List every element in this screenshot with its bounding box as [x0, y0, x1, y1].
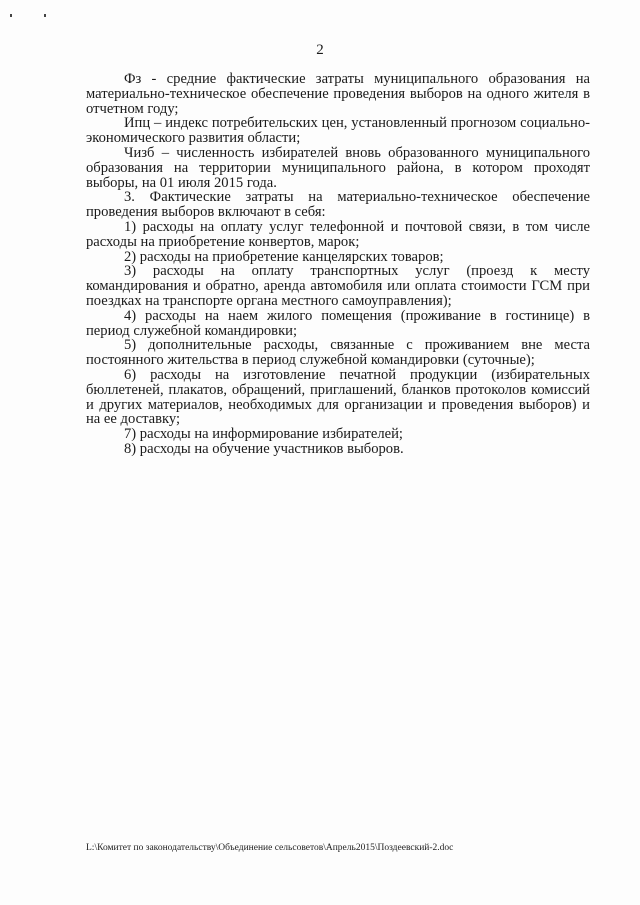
scan-mark [44, 14, 46, 17]
footer-file-path: L:\Комитет по законодательству\Объединение сельсоветов\Апрель2015\Поздеевский-2.doc [86, 843, 454, 853]
paragraph-section-3: 3. Фактические затраты на материально-техническое обеспечение проведения выборов включают в себя: [86, 189, 590, 221]
page-number: 2 [316, 42, 324, 58]
paragraph-chizb: Чизб – численность избирателей вновь образованного муниципального образования на территории муниципального района, в котором проходят выборы, на 01 июля 2015 года. [86, 144, 590, 191]
list-item-6: 6) расходы на изготовление печатной продукции (избирательных бюллетеней, плакатов, обращений, приглашений, бланков протоколов комиссий и других материалов, необходимых для организации и проведения выборов) и на ее доставку; [86, 366, 590, 428]
list-item-7: 7) расходы на информирование избирателей; [124, 426, 403, 443]
list-item-4: 4) расходы на наем жилого помещения (проживание в гостинице) в период служебной командировки; [86, 307, 590, 339]
paragraph-fz: Фз - средние фактические затраты муниципального образования на материально-техническое обеспечение проведения выборов на одного жителя в отчетном году; [86, 71, 590, 117]
scan-mark [10, 14, 12, 17]
list-item-2: 2) расходы на приобретение канцелярских товаров; [124, 248, 444, 265]
paragraph-ipc: Ипц – индекс потребительских цен, установленный прогнозом социально-экономического развития области; [86, 115, 590, 147]
document-body [86, 72, 590, 457]
list-item-5: 5) дополнительные расходы, связанные с проживанием вне места постоянного жительства в период служебной командировки (суточные); [86, 337, 590, 369]
list-item-1: 1) расходы на оплату услуг телефонной и почтовой связи, в том числе расходы на приобретение конвертов, марок; [86, 218, 590, 250]
list-item-3: 3) расходы на оплату транспортных услуг (проезд к месту командирования и обратно, аренда автомобиля или оплата стоимости ГСМ при поездках на транспорте органа местного самоуправления); [86, 263, 590, 309]
list-item-8: 8) расходы на обучение участников выборов. [124, 440, 404, 457]
